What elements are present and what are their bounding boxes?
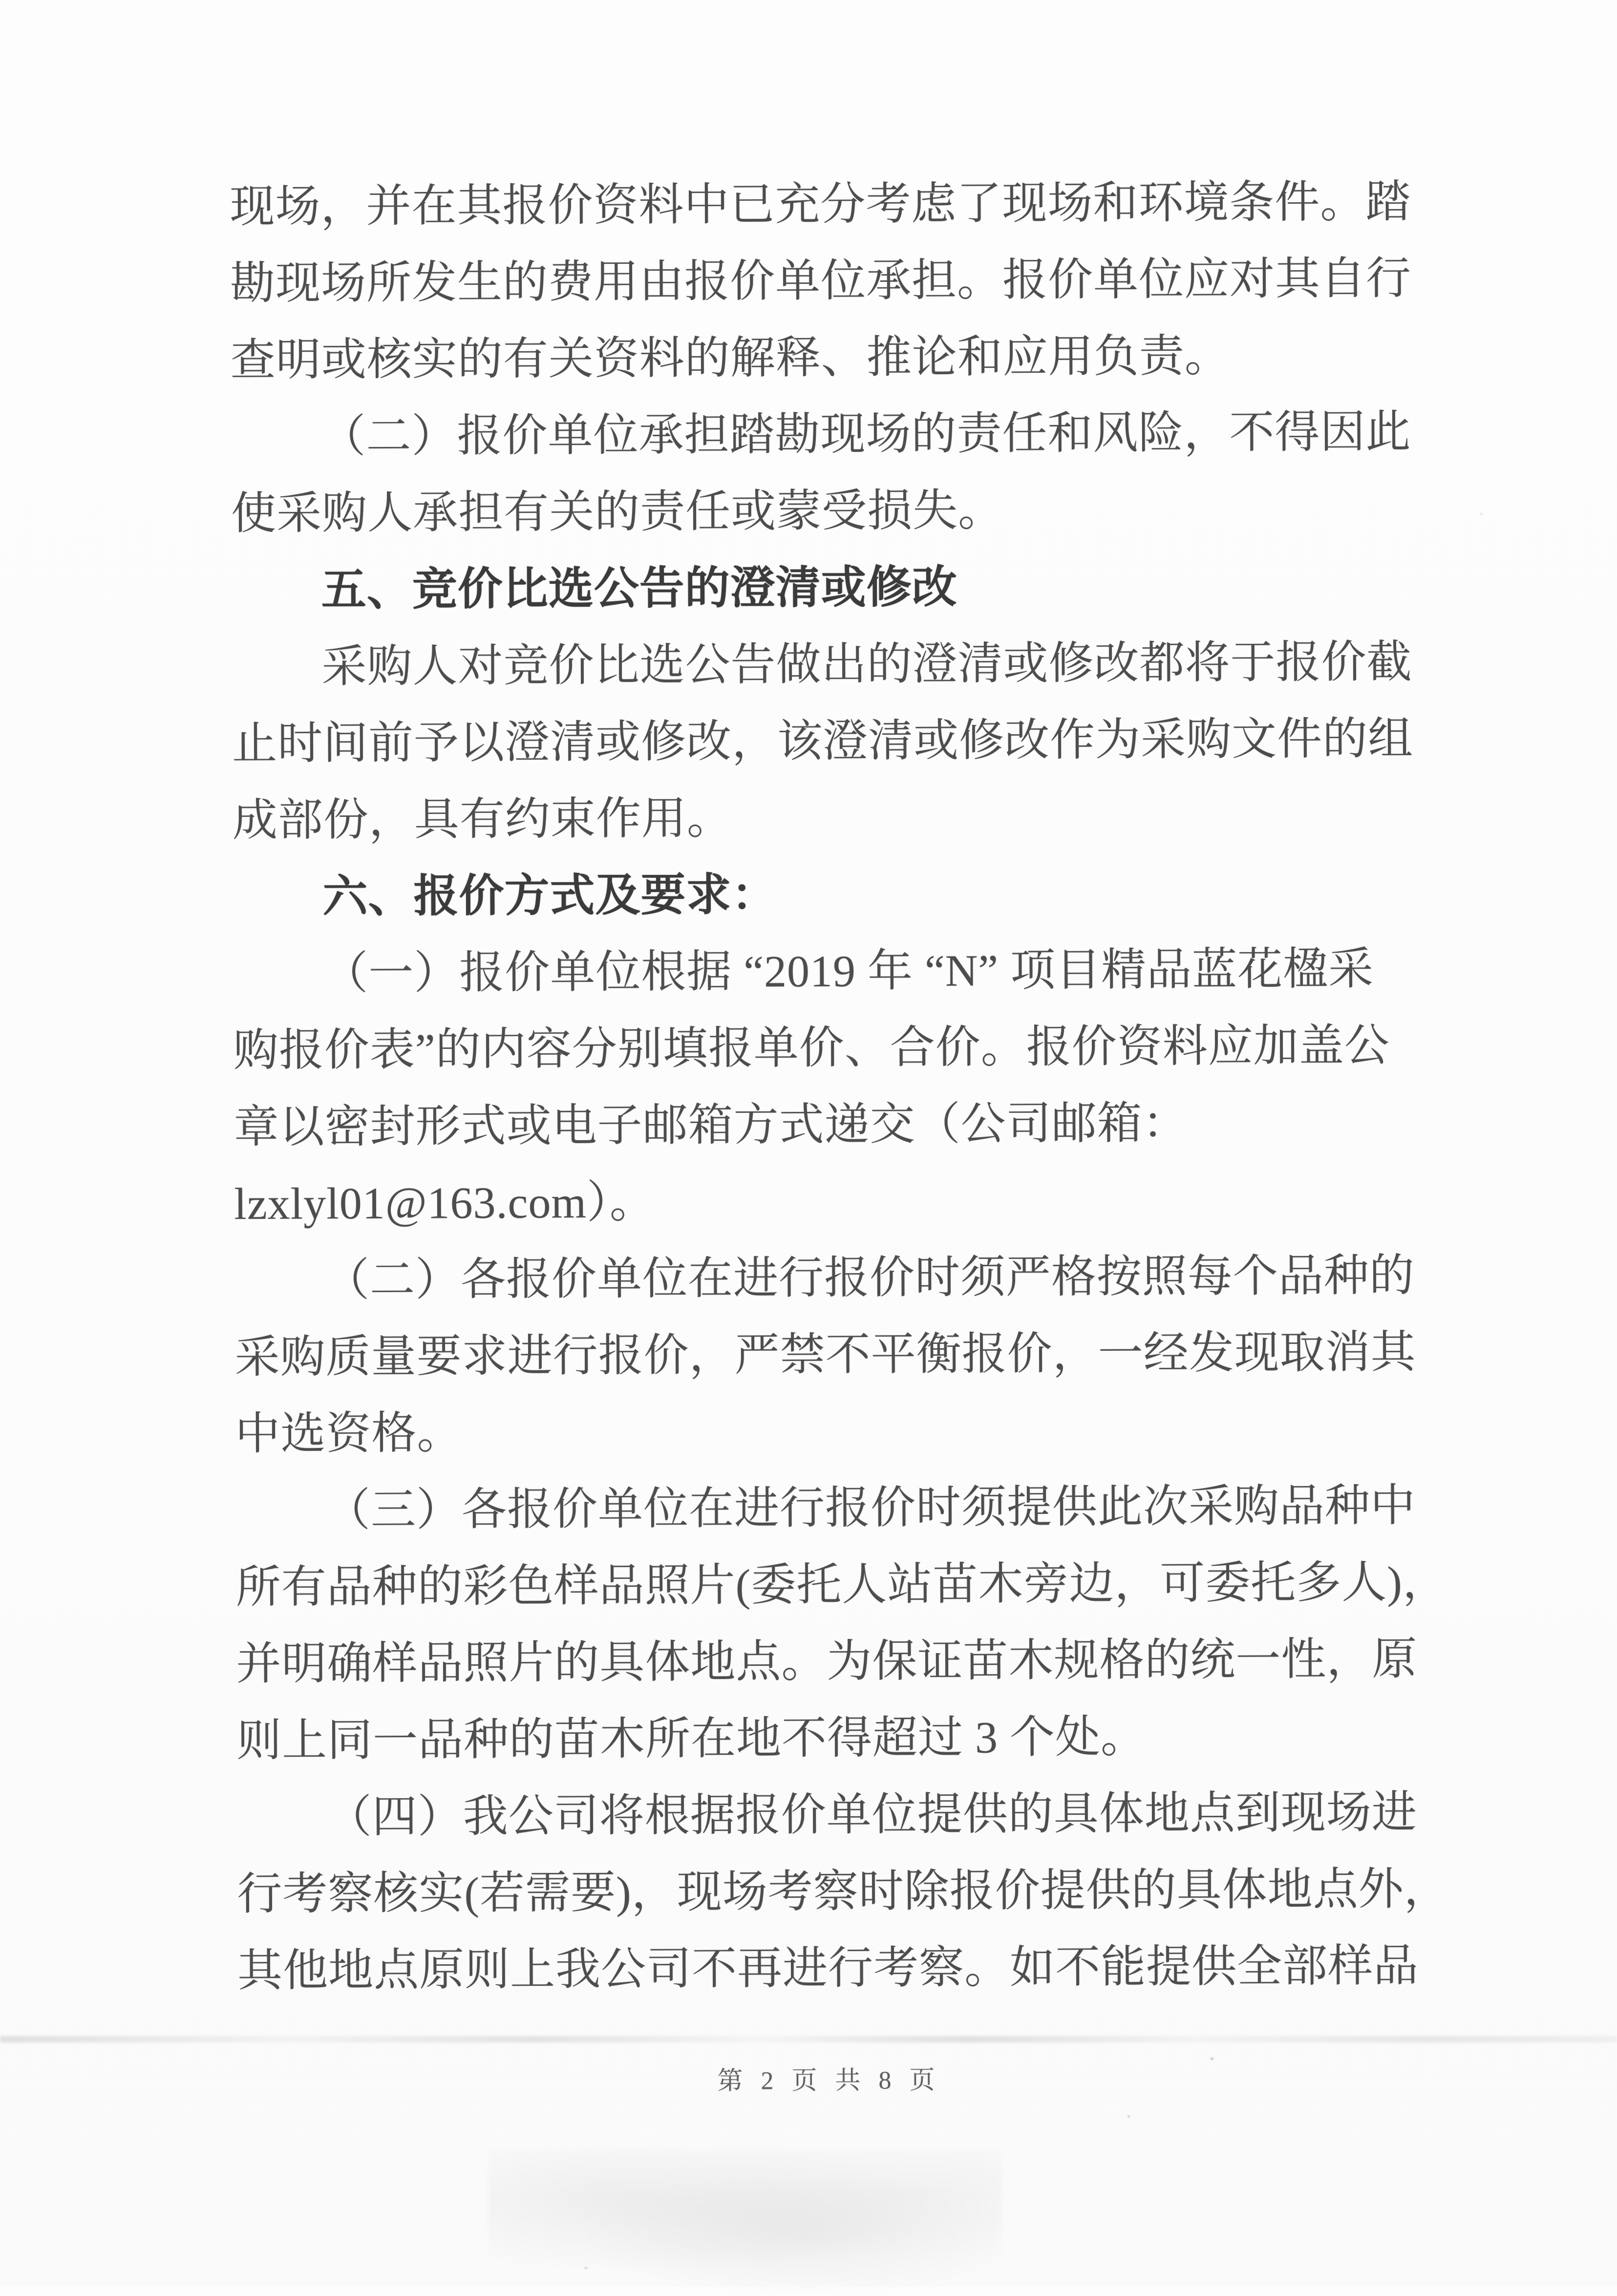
- scan-bleed-artifact: [489, 2149, 1001, 2296]
- doc-line-22: （四）我公司将根据报价单位提供的具体地点到现场进: [326, 1787, 1417, 1842]
- doc-line-11: （一）报价单位根据 “2019 年 “N” 项目精品蓝花楹采: [322, 944, 1374, 999]
- page-number-footer: 第 2 页 共 8 页: [717, 2066, 941, 2095]
- scan-speck: [1480, 513, 1483, 515]
- doc-line-3: 查明或核实的有关资料的解释、推论和应用负责。: [230, 331, 1230, 385]
- doc-line-8: 止时间前予以澄清或修改，该澄清或修改作为采购文件的组: [232, 713, 1414, 769]
- doc-line-12: 购报价表”的内容分别填报单价、合价。报价资料应加盖公: [233, 1020, 1390, 1076]
- doc-line-9: 成部份，具有约束作用。: [232, 793, 733, 846]
- doc-line-7: 采购人对竞价比选公告做出的澄清或修改都将于报价截: [321, 637, 1412, 692]
- doc-line-24: 其他地点原则上我公司不再进行考察。如不能提供全部样品: [237, 1940, 1419, 1996]
- doc-line-20: 并明确样品照片的具体地点。为保证苗木规格的统一性，原: [236, 1634, 1418, 1689]
- section-heading-6: 六、报价方式及要求：: [322, 870, 777, 922]
- doc-line-1: 现场，并在其报价资料中已充分考虑了现场和环境条件。踏: [230, 176, 1411, 232]
- doc-line-17: 中选资格。: [235, 1408, 463, 1459]
- doc-line-16: 采购质量要求进行报价，严禁不平衡报价，一经发现取消其: [234, 1327, 1416, 1382]
- doc-line-15: （二）各报价单位在进行报价时须严格按照每个品种的: [324, 1250, 1415, 1305]
- doc-line-21: 则上同一品种的苗木所在地不得超过 3 个处。: [236, 1712, 1147, 1766]
- scan-speck: [1211, 2058, 1213, 2060]
- doc-line-13: 章以密封形式或电子邮箱方式递交（公司邮箱：: [234, 1098, 1188, 1152]
- doc-line-4: （二）报价单位承担踏勘现场的责任和风险，不得因此: [320, 406, 1411, 462]
- document-text-block: [230, 164, 1449, 2010]
- scan-speck: [1128, 2115, 1130, 2118]
- doc-line-14-email: lzxlyl01@163.com）。: [234, 1177, 656, 1229]
- doc-line-18: （三）各报价单位在进行报价时须提供此次采购品种中: [325, 1480, 1416, 1535]
- doc-line-5: 使采购人承担有关的责任或蒙受损失。: [231, 485, 1004, 539]
- scan-artifact-line: [0, 2036, 1617, 2042]
- scan-speck: [584, 2267, 588, 2269]
- section-heading-5: 五、竞价比选公告的澄清或修改: [321, 562, 958, 615]
- doc-line-2: 勘现场所发生的费用由报价单位承担。报价单位应对其自行: [230, 253, 1412, 309]
- doc-line-23: 行考察核实(若需要)，现场考察时除报价提供的具体地点外，: [237, 1864, 1449, 1919]
- doc-line-19: 所有品种的彩色样品照片(委托人站苗木旁边，可委托多人)，: [235, 1557, 1448, 1613]
